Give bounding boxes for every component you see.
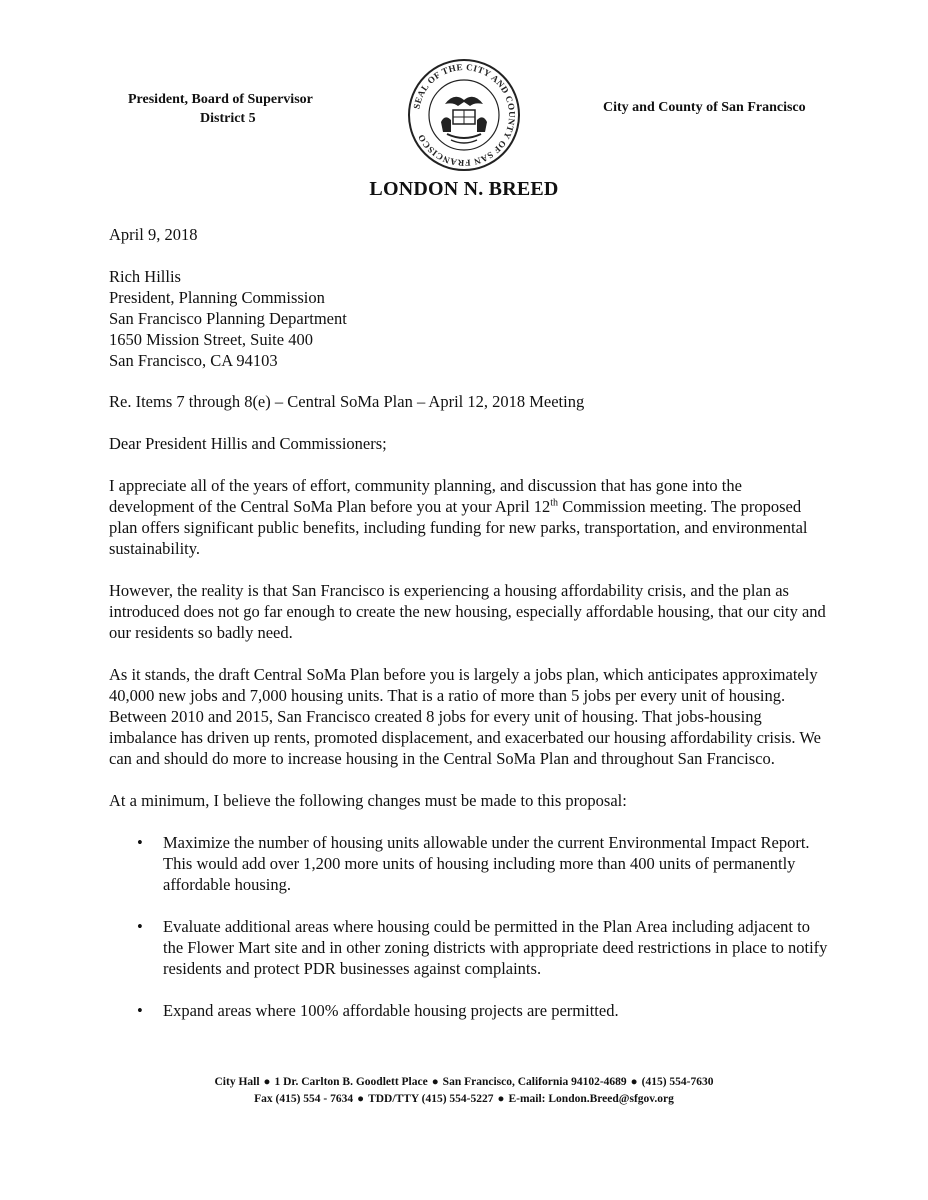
list-item-text: Evaluate additional areas where housing could be permitted in the Plan Area including adjacent to the Flower Mart site and in other zoning districts with appropriate deed restrictions in place to notify residents and protect PDR businesses against complaints. (163, 917, 828, 978)
footer (0, 1074, 928, 1108)
footer-tdd: TDD/TTY (415) 554-5227 (368, 1093, 494, 1105)
salutation: Dear President Hillis and Commissioners; (109, 434, 387, 453)
paragraph-1 (109, 475, 829, 559)
footer-phone: (415) 554-7630 (641, 1076, 714, 1088)
svg-text:SEAL OF THE CITY AND COUNTY OF: SEAL OF THE CITY AND COUNTY OF SAN FRANCISCO (411, 61, 518, 169)
list-item (109, 832, 829, 895)
footer-line-2 (0, 1091, 928, 1108)
paragraph-1-text: I appreciate all of the years of effort, community planning, and discussion that has gone into the development of the Central SoMa Plan before you at your April 12 (109, 476, 742, 516)
separator-dot-icon: ● (497, 1093, 505, 1105)
letter-body (109, 224, 829, 1042)
paragraph-4: At a minimum, I believe the following changes must be made to this proposal: (109, 791, 627, 810)
list-item-text: Maximize the number of housing units allowable under the current Environmental Impact Report. This would add over 1,200 more units of housing including more than 400 units of permanently affordable housing. (163, 833, 810, 894)
district-line: District 5 (200, 111, 256, 126)
bullet-icon: • (137, 1001, 143, 1020)
ordinal-suffix: th (550, 497, 559, 509)
recipient-line: President, Planning Commission (109, 288, 325, 307)
city-county-label: City and County of San Francisco (603, 100, 806, 115)
bullet-icon: • (137, 917, 143, 936)
page-title: LONDON N. BREED (369, 178, 559, 200)
subject-line: Re. Items 7 through 8(e) – Central SoMa Plan – April 12, 2018 Meeting (109, 392, 585, 411)
footer-email[interactable]: E-mail: London.Breed@sfgov.org (508, 1093, 674, 1105)
recipient-address (109, 266, 829, 371)
separator-dot-icon: ● (263, 1076, 271, 1088)
letter-date: April 9, 2018 (109, 225, 198, 244)
recipient-line: San Francisco, CA 94103 (109, 351, 278, 370)
footer-address: City Hall (214, 1076, 260, 1088)
footer-address: San Francisco, California 94102-4689 (442, 1076, 627, 1088)
bullet-icon: • (137, 833, 143, 852)
recipient-line: 1650 Mission Street, Suite 400 (109, 330, 313, 349)
footer-fax: Fax (415) 554 - 7634 (254, 1093, 354, 1105)
recipient-line: Rich Hillis (109, 267, 181, 286)
footer-line-1 (0, 1074, 928, 1091)
separator-dot-icon: ● (431, 1076, 439, 1088)
city-seal-icon (407, 58, 521, 172)
list-item-text: Expand areas where 100% affordable housing projects are permitted. (163, 1001, 619, 1020)
list-item (109, 916, 829, 979)
separator-dot-icon: ● (357, 1093, 365, 1105)
list-item (109, 1000, 829, 1021)
paragraph-1-text: Commission meeting. The proposed plan offers significant public benefits, including funding for new parks, transportation, and environmental sustainability. (109, 497, 808, 558)
letterhead-left (128, 90, 313, 128)
title-line: President, Board of Supervisor (128, 92, 313, 107)
recipient-line: San Francisco Planning Department (109, 309, 347, 328)
footer-address: 1 Dr. Carlton B. Goodlett Place (274, 1076, 428, 1088)
separator-dot-icon: ● (630, 1076, 638, 1088)
paragraph-2: However, the reality is that San Francisco is experiencing a housing affordability crisis, and the plan as introduced does not go far enough to create the new housing, especially affordable housing, that our city and our residents so badly need. (109, 581, 826, 642)
changes-list (109, 832, 829, 1021)
paragraph-3: As it stands, the draft Central SoMa Plan before you is largely a jobs plan, which anticipates approximately 40,000 new jobs and 7,000 housing units. That is a ratio of more than 5 jobs per every unit of housing. Between 2010 and 2015, San Francisco created 8 jobs for every unit of housing. That jobs-housing imbalance has driven up rents, promoted displacement, and exacerbated our housing affordability crisis. We can and should do more to increase housing in the Central SoMa Plan and throughout San Francisco. (109, 665, 821, 768)
